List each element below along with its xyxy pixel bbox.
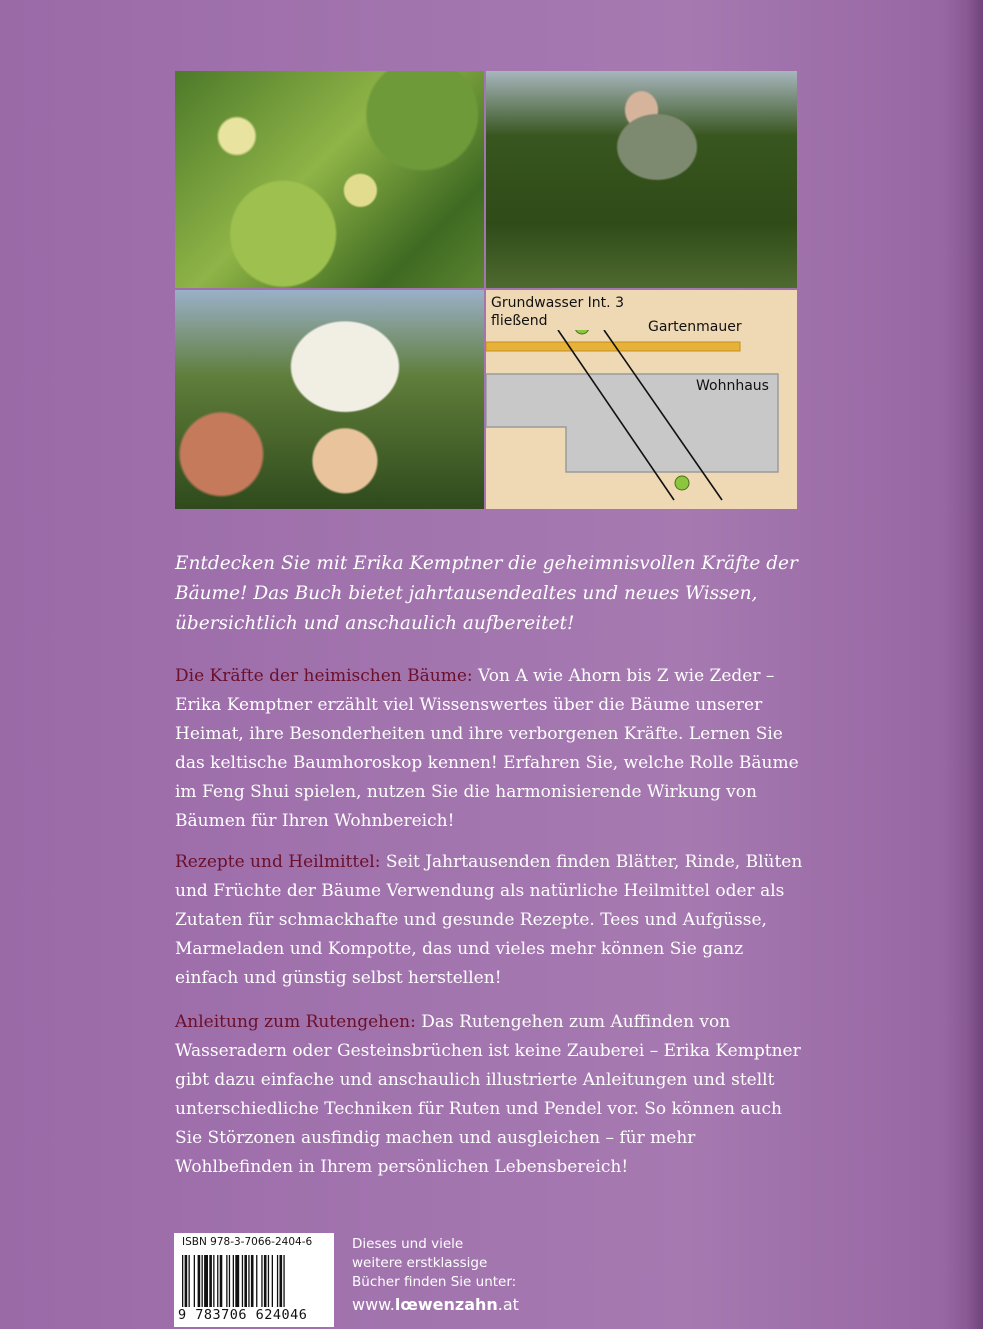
barcode-bar [194, 1255, 195, 1307]
section-recipes [175, 848, 805, 993]
url-prefix: www. [352, 1295, 395, 1314]
publisher-line: Dieses und viele [352, 1236, 464, 1252]
barcode-bar [261, 1255, 262, 1307]
garden-wall-label: Gartenmauer [648, 319, 742, 335]
section-body: Das Rutengehen zum Auffinden von Wasseradern oder Gesteinsbrüchen ist keine Zauberei – Erika Kemptner gibt dazu einfache und anschaulich illustrierte Anleitungen und stellt unterschiedliche Techniken für Ruten und Pendel vor. So können auch Sie Störzonen ausfindig machen und ausgleichen – für mehr Wohlbefinden in Ihrem persönlichen Lebensbereich! [175, 1012, 801, 1177]
barcode-bar [204, 1255, 208, 1307]
barcode-bar [242, 1255, 243, 1307]
barcode-bars [182, 1255, 326, 1307]
women-with-tree-photo [175, 290, 484, 509]
barcode-digits: 9 783706 624046 [178, 1307, 308, 1323]
barcode-bar [182, 1255, 183, 1307]
groundwater-label-line2: fließend [491, 313, 548, 329]
barcode-bar [272, 1255, 273, 1307]
barcode-bar [268, 1255, 269, 1307]
barcode-bar [185, 1255, 188, 1307]
barcode-bar [217, 1255, 218, 1307]
barcode-bar [283, 1255, 284, 1307]
section-heading: Die Kräfte der heimischen Bäume: [175, 666, 473, 686]
isbn-barcode [174, 1233, 334, 1327]
section-heading: Rezepte und Heilmittel: [175, 852, 381, 872]
publisher-url[interactable] [352, 1295, 519, 1314]
barcode-bar [251, 1255, 254, 1307]
barcode-bar [226, 1255, 227, 1307]
linden-blossom-photo [175, 71, 484, 288]
section-body: Seit Jahrtausenden finden Blätter, Rinde, Blüten und Früchte der Bäume Verwendung als natürliche Heilmittel oder als Zutaten für schmackhafte und gesunde Rezepte. Tees und Aufgüsse, Marmeladen und Kompotte, das und vieles mehr können Sie ganz einfach und günstig selbst herstellen! [175, 852, 803, 988]
groundwater-label-line1: Grundwasser Int. 3 [491, 295, 624, 311]
url-brand: lœwenzahn [394, 1295, 498, 1314]
isbn-label: ISBN 978-3-7066-2404-6 [182, 1236, 313, 1248]
barcode-bar [280, 1255, 283, 1307]
barcode-bar [229, 1255, 230, 1307]
section-heading: Anleitung zum Rutengehen: [175, 1012, 416, 1032]
barcode-bar [244, 1255, 247, 1307]
barcode-bar [256, 1255, 257, 1307]
marker-point-bottom [675, 476, 689, 490]
section-body: Von A wie Ahorn bis Z wie Zeder – Erika Kemptner erzählt viel Wissenswertes über die Bäume unserer Heimat, ihre Besonderheiten und ihre verborgenen Kräfte. Lernen Sie das keltische Baumhoroskop kennen! Erfahren Sie, welche Rolle Bäume im Feng Shui spielen, nutzen Sie die harmonisierende Wirkung von Bäumen für Ihren Wohnbereich! [175, 666, 799, 831]
groundwater-label [491, 294, 624, 330]
book-spine-edge [965, 0, 983, 1329]
barcode-bar [213, 1255, 214, 1307]
intro-text: Entdecken Sie mit Erika Kemptner die geheimnisvollen Kräfte der Bäume! Das Buch bietet jahrtausendealtes und neues Wissen, übersichtlich und anschaulich aufbereitet! [175, 553, 798, 634]
publisher-line: weitere erstklassige [352, 1255, 488, 1271]
publisher-info [352, 1235, 519, 1314]
barcode-bar [248, 1255, 249, 1307]
section-trees-power [175, 662, 805, 836]
barcode-bar [220, 1255, 223, 1307]
barcode-bar [209, 1255, 212, 1307]
barcode-bar [277, 1255, 278, 1307]
barcode-bar [235, 1255, 239, 1307]
barcode-bar [198, 1255, 201, 1307]
barcode-bar [202, 1255, 203, 1307]
dowsing-man-photo [486, 71, 797, 288]
groundwater-diagram [486, 290, 797, 509]
barcode-bar [189, 1255, 190, 1307]
house-label: Wohnhaus [696, 378, 769, 394]
url-suffix: .at [497, 1295, 519, 1314]
photo-collage [175, 71, 797, 509]
section-dowsing [175, 1008, 805, 1182]
barcode-bar [233, 1255, 234, 1307]
publisher-line: Bücher finden Sie unter: [352, 1274, 517, 1290]
barcode-bar [264, 1255, 267, 1307]
